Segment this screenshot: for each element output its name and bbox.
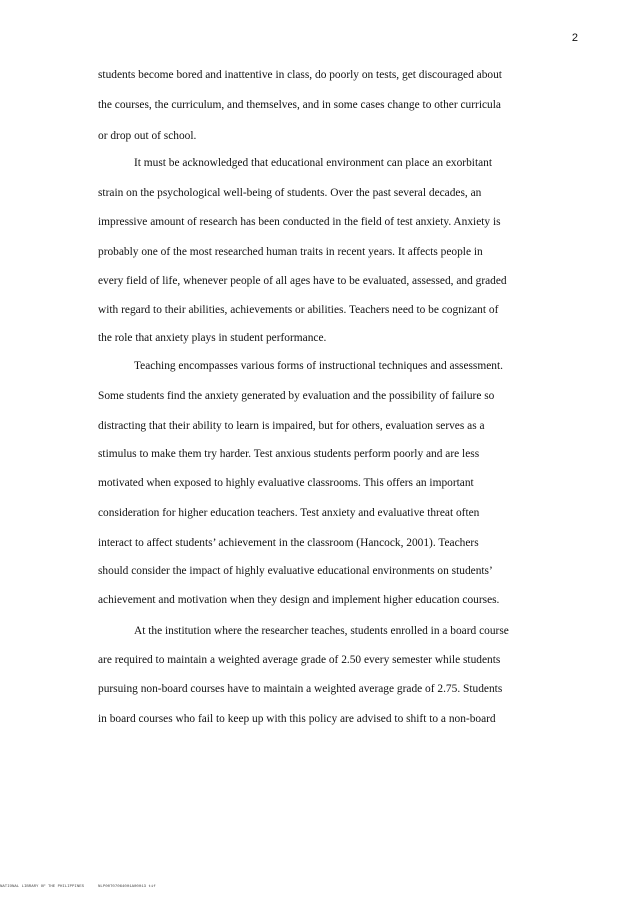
paragraph-4-line-3: pursuing non-board courses have to maintain a weighted average grade of 2.75. Students	[98, 683, 503, 695]
paragraph-4-line-1: At the institution where the researcher teaches, students enrolled in a board course	[134, 625, 509, 637]
paragraph-3-line-5: motivated when exposed to highly evaluative classrooms. This offers an important	[98, 477, 474, 489]
paragraph-3-line-7: interact to affect students’ achievement in the classroom (Hancock, 2001). Teachers	[98, 537, 479, 549]
paragraph-4-line-2: are required to maintain a weighted average grade of 2.50 every semester while students	[98, 654, 501, 666]
paragraph-2-line-4: probably one of the most researched human traits in recent years. It affects people in	[98, 246, 483, 258]
footer-code: NLP00T07064001A00013 tif	[98, 885, 156, 889]
paragraph-2-line-5: every field of life, whenever people of all ages have to be evaluated, assessed, and graded	[98, 275, 507, 287]
paragraph-3-line-9: achievement and motivation when they design and implement higher education courses.	[98, 594, 500, 606]
paragraph-1-line-1: students become bored and inattentive in class, do poorly on tests, get discouraged about	[98, 69, 502, 81]
paragraph-3-line-3: distracting that their ability to learn is impaired, but for others, evaluation serves as a	[98, 420, 485, 432]
paragraph-2-line-3: impressive amount of research has been conducted in the field of test anxiety. Anxiety is	[98, 216, 501, 228]
paragraph-3-line-4: stimulus to make them try harder. Test anxious students perform poorly and are less	[98, 448, 480, 460]
paragraph-3-line-2: Some students find the anxiety generated by evaluation and the possibility of failure so	[98, 390, 495, 402]
paragraph-1-line-3: or drop out of school.	[98, 130, 197, 142]
paragraph-2-line-7: the role that anxiety plays in student performance.	[98, 332, 327, 344]
paragraph-2-line-1: It must be acknowledged that educational environment can place an exorbitant	[134, 157, 493, 169]
footer-library: NATIONAL LIBRARY OF THE PHILIPPINES	[0, 885, 85, 889]
paragraph-1-line-2: the courses, the curriculum, and themselves, and in some cases change to other curricula	[98, 99, 501, 111]
paragraph-2-line-2: strain on the psychological well-being of students. Over the past several decades, an	[98, 187, 482, 199]
paragraph-3-line-1: Teaching encompasses various forms of instructional techniques and assessment.	[134, 360, 503, 372]
paragraph-3-line-8: should consider the impact of highly evaluative educational environments on students’	[98, 565, 493, 577]
scan-footer	[0, 885, 260, 889]
page-number: 2	[571, 32, 578, 44]
paragraph-2-line-6: with regard to their abilities, achievements or abilities. Teachers need to be cognizant of	[98, 304, 499, 316]
paragraph-3-line-6: consideration for higher education teachers. Test anxiety and evaluative threat often	[98, 507, 480, 519]
paragraph-4-line-4: in board courses who fail to keep up with this policy are advised to shift to a non-board	[98, 713, 496, 725]
